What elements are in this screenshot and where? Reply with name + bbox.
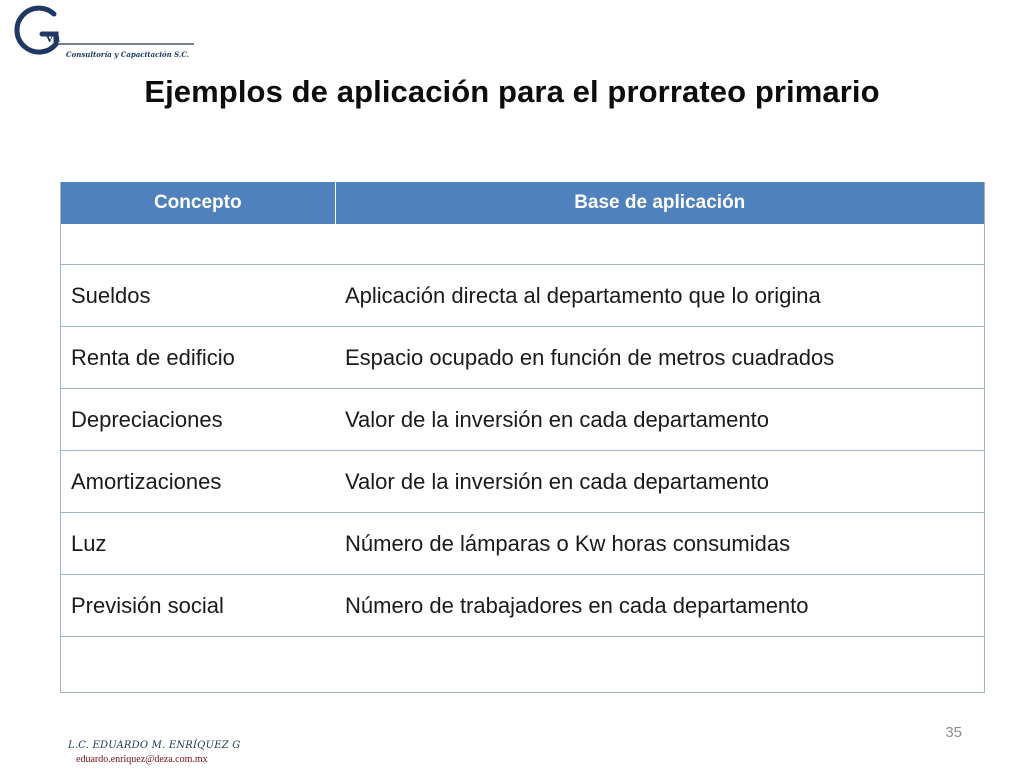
cell-base: Valor de la inversión en cada departamento [335, 451, 984, 513]
cell-base: Aplicación directa al departamento que lo origina [335, 265, 984, 327]
cell-concepto: Amortizaciones [61, 451, 335, 513]
page-number: 35 [945, 724, 962, 741]
header-base-aplicacion: Base de aplicación [335, 182, 984, 224]
cell-base: Espacio ocupado en función de metros cuadrados [335, 327, 984, 389]
company-logo [6, 4, 196, 62]
table-row [61, 451, 984, 513]
prorrateo-table [60, 182, 985, 693]
footer-author-name: L.C. EDUARDO M. ENRÍQUEZ G [68, 740, 241, 751]
table-row [61, 513, 984, 575]
table-row-empty [61, 224, 984, 265]
cell-concepto: Depreciaciones [61, 389, 335, 451]
cell-concepto: Previsión social [61, 575, 335, 637]
cell-base: Valor de la inversión en cada departamento [335, 389, 984, 451]
table-header-row [61, 182, 984, 224]
cell-base: Número de trabajadores en cada departamento [335, 575, 984, 637]
footer-email: eduardo.enriquez@deza.com.mx [76, 754, 208, 765]
table-row [61, 389, 984, 451]
logo-letters: va [46, 31, 60, 46]
cell-concepto: Luz [61, 513, 335, 575]
header-concepto: Concepto [61, 182, 335, 224]
cell-base: Número de lámparas o Kw horas consumidas [335, 513, 984, 575]
cell-concepto: Sueldos [61, 265, 335, 327]
table-row [61, 265, 984, 327]
table-row-empty [61, 637, 984, 693]
logo-tagline: Consultoría y Capacitación S.C. [66, 50, 190, 59]
table-row [61, 327, 984, 389]
cell-concepto: Renta de edificio [61, 327, 335, 389]
slide-title: Ejemplos de aplicación para el prorrateo primario [144, 74, 880, 109]
table-row [61, 575, 984, 637]
